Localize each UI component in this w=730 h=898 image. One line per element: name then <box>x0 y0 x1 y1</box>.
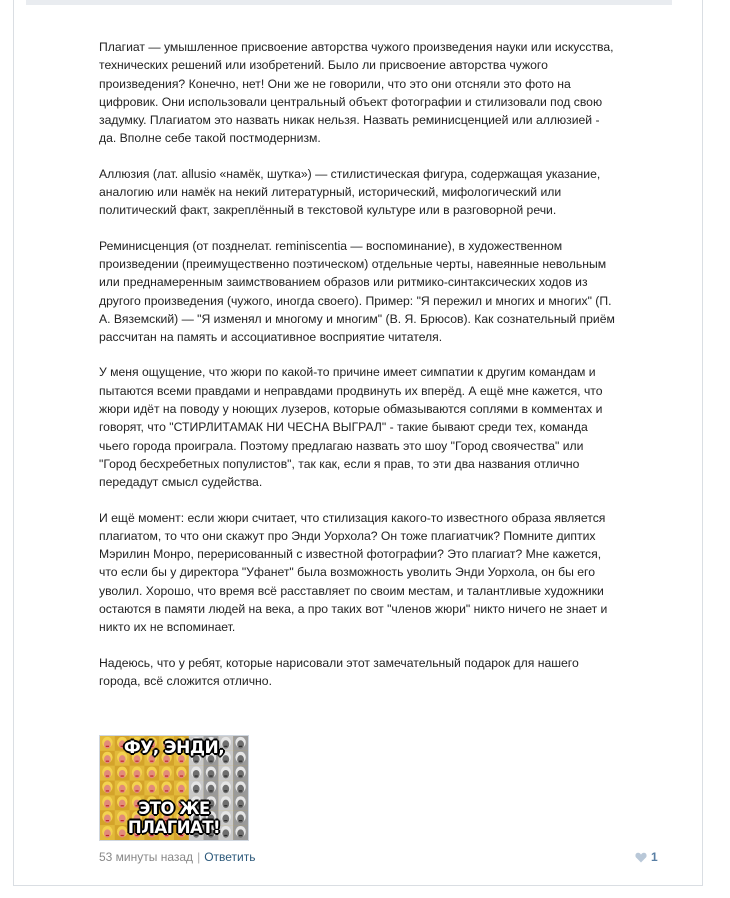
meme-top-text: ФУ, ЭНДИ, <box>123 738 225 758</box>
comment-footer <box>99 850 255 864</box>
reply-link[interactable]: Ответить <box>204 850 256 864</box>
comment-paragraph: Аллюзия (лат. allusio «намёк, шутка») — стилистическая фигура, содержащая указание, аналогию или намёк на некий литературный, исторический, мифологический или политический факт, закреплённый в текстовой культуре или в разговорной речи. <box>99 166 601 218</box>
heart-icon <box>635 852 647 863</box>
comment-paragraph: Реминисценция (от позднелат. reminiscentia — воспоминание), в художественном произведении (преимущественно поэтическом) отдельные черты, навеянные невольным или преднамеренным заимствованием образов или ритмико-синтаксических ходов из другого произведения (чужого, иногда своего). Пример: "Я пережил и многих и многих" (П. А. Вяземский) — "Я изменял и многому и многим" (В. Я. Брюсов). Как сознательный приём рассчитан на память и ассоциативное восприятие читателя. <box>99 238 615 345</box>
comment-image[interactable] <box>99 735 249 841</box>
comment-paragraph: Надеюсь, что у ребят, которые нарисовали этот замечательный подарок для нашего города, всё сложится отлично. <box>99 655 579 688</box>
comment-paragraph: И ещё момент: если жюри считает, что стилизация какого-то известного образа является плагиатом, то что они скажут про Энди Уорхола? Он тоже плагиатчик? Помните диптих Мэрилин Монро, перерисованный с известной фотографии? Это плагиат? Мне кажется, что если бы у директора "Уфанет" была возможность уволить Энди Уорхола, он бы его уволил. Хорошо, что время всё расставляет по своим местам, и талантливые художники остаются в памяти людей на века, а про таких вот "членов жюри" никто ничего не знает и никто их не вспоминает. <box>99 510 608 635</box>
comment-paragraph: Плагиат — умышленное присвоение авторства чужого произведения науки или искусства, технических решений или изобретений. Было ли присвоение авторства чужого произведения? Конечно, нет! Они же не говорили, что это они отсняли это фото на цифровик. Они использовали центральный объект фотографии и стилизовали под свою задумку. Плагиатом это назвать никак нельзя. Назвать реминисценцией или аллюзией - да. Вполне себе такой постмодернизм. <box>99 40 614 146</box>
comment-paragraph: У меня ощущение, что жюри по какой-то причине имеет симпатии к другим командам и пытаются всеми правдами и неправдами продвинуть их вперёд. А ещё мне кажется, что жюри идёт на поводу у ноющих лузеров, которые обмазываются соплями в комментах и говорят, что "СТИРЛИТАМАК НИ ЧЕСНА ВЫГРАЛ" - такие бывают среди тех, команда чьего города проиграла. Поэтому предлагаю назвать это шоу "Город своячества" или "Город бесхребетных популистов", так как, если я прав, то эти два названия отлично передадут смысл судейства. <box>99 365 603 490</box>
comment-timestamp[interactable]: 53 минуты назад <box>99 850 194 864</box>
like-button[interactable] <box>635 850 658 864</box>
like-count: 1 <box>651 850 658 864</box>
meme-bottom-text: ЭТО ЖЕ ПЛАГИАТ! <box>127 799 221 837</box>
footer-separator: | <box>197 850 201 864</box>
comment-text <box>99 38 619 707</box>
